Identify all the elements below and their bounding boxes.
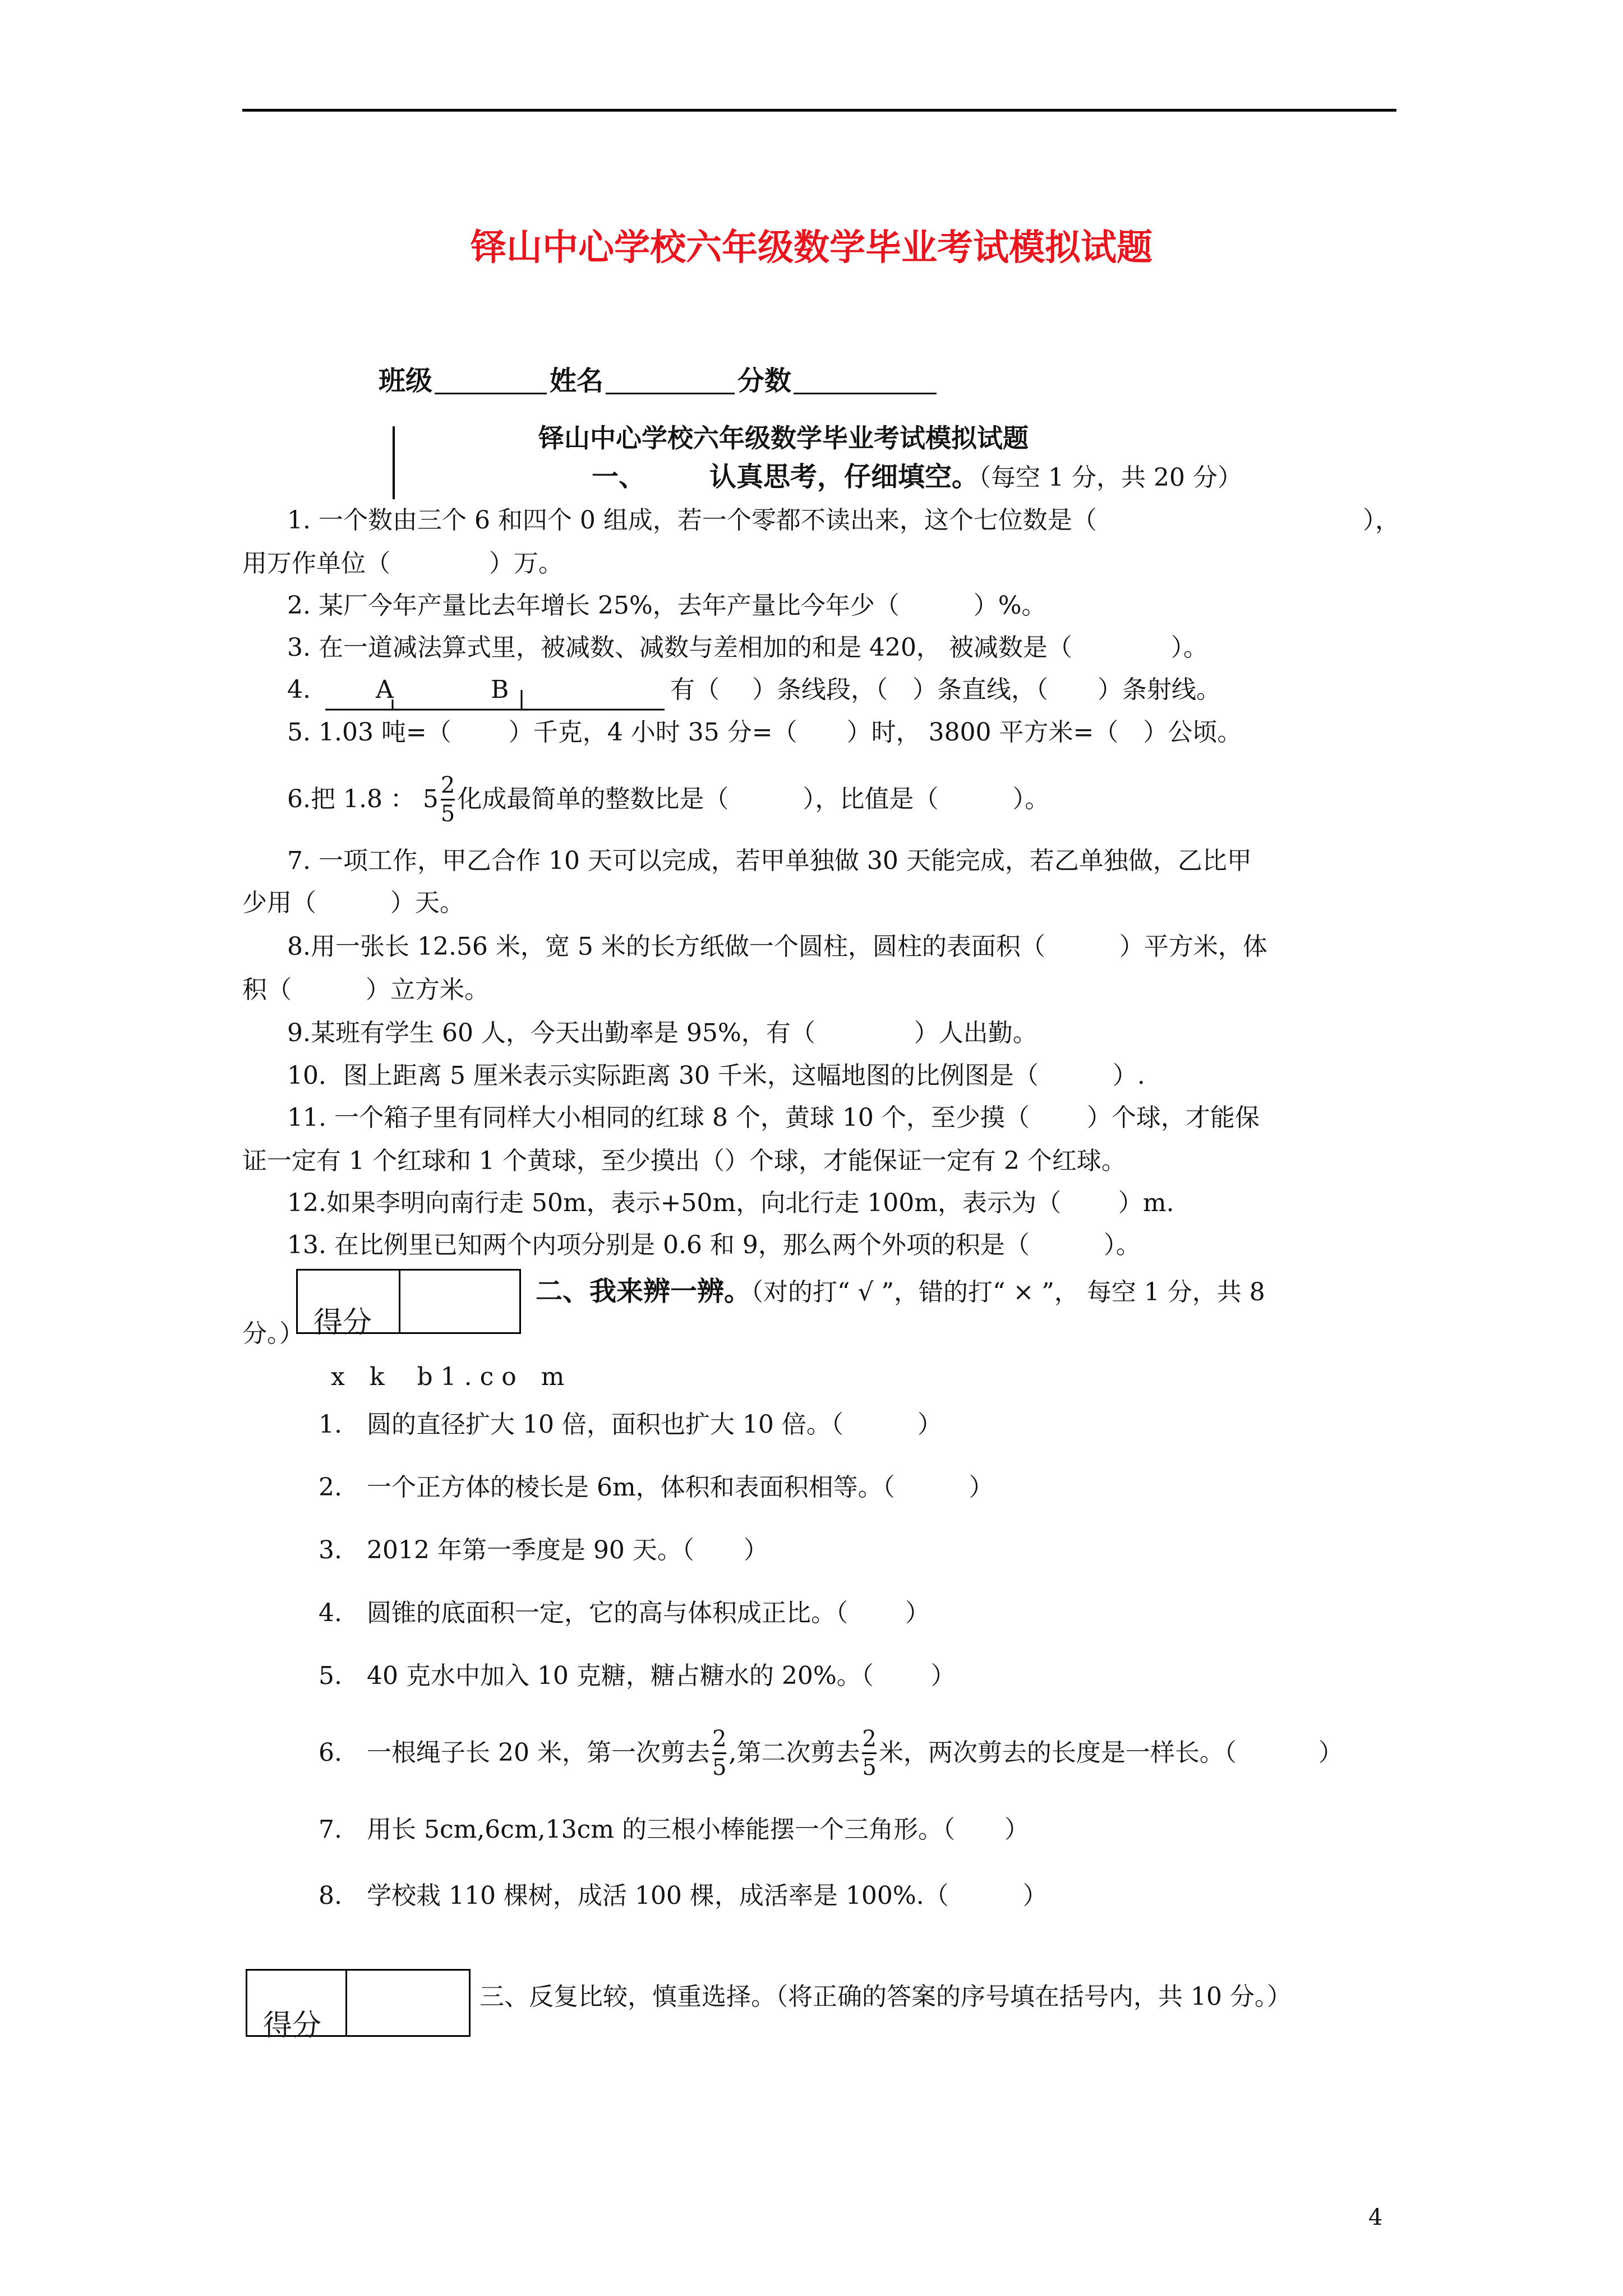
judge-item-4: 4. 圆锥的底面积一定，它的高与体积成正比。（ ）: [319, 1599, 930, 1627]
section2-note: （对的打“ √ ”，错的打“ × ”， 每空 1 分，共 8: [751, 1278, 1265, 1306]
judge-item-1: 1. 圆的直径扩大 10 倍，面积也扩大 10 倍。（ ）: [319, 1410, 942, 1439]
question-7-line-2: 少用（ ）天。: [242, 889, 464, 917]
question-7-line-1: 7. 一项工作，甲乙合作 10 天可以完成，若甲单独做 30 天能完成，若乙单独做，乙比甲: [287, 846, 1252, 875]
judge-item-7: 7. 用长 5cm,6cm,13cm 的三根小棒能摆一个三角形。（ ）: [319, 1815, 1029, 1844]
question-4-number: 4.: [287, 675, 311, 704]
margin-bar: [393, 426, 395, 499]
line-diagram: [325, 682, 673, 715]
point-b-label: B: [491, 675, 509, 704]
question-8-line-2: 积（ ）立方米。: [242, 976, 489, 1004]
question-4-text: 有（ ）条线段，（ ）条直线，（ ）条射线。: [670, 675, 1221, 704]
question-8-line-1: 8.用一张长 12.56 米，宽 5 米的长方纸做一个圆柱，圆柱的表面积（ ）平方米，体: [287, 932, 1267, 961]
question-13: 13. 在比例里已知两个内项分别是 0.6 和 9，那么两个外项的积是（ ）。: [287, 1231, 1141, 1259]
section1-number: 一、: [592, 461, 646, 493]
question-3: 3. 在一道减法算式里，被减数、减数与差相加的和是 420， 被减数是（ ）。: [287, 633, 1208, 662]
class-label: 班级: [379, 365, 433, 397]
judge-item-3: 3. 2012 年第一季度是 90 天。（ ）: [319, 1536, 768, 1565]
fraction-second-cut: $\frac{2}{5}$: [862, 1726, 877, 1780]
question-9: 9.某班有学生 60 人，今天出勤率是 95%，有（ ）人出勤。: [287, 1019, 1038, 1047]
subtitle: 铎山中心学校六年级数学毕业考试模拟试题: [538, 423, 1029, 453]
question-1-line-1-end: ），: [1363, 506, 1400, 535]
name-label: 姓名: [550, 365, 604, 397]
question-11-line-2: 证一定有 1 个红球和 1 个黄球，至少摸出（）个球，才能保证一定有 2 个红球。: [242, 1147, 1126, 1175]
section1-note: （每空 1 分，共 20 分）: [979, 463, 1242, 492]
fraction-first-cut: $\frac{2}{5}$: [712, 1726, 727, 1780]
section1-heading: 认真思考，仔细填空。（每空 1 分，共 20 分）: [709, 461, 1242, 493]
question-2: 2. 某厂今年产量比去年增长 25%，去年产量比今年少（ ）%。: [287, 591, 1046, 620]
point-a-label: A: [376, 675, 394, 704]
judge-item-5: 5. 40 克水中加入 10 克糖，糖占糖水的 20%。（ ）: [319, 1662, 956, 1690]
score-box-label: 得分: [313, 1306, 372, 1340]
top-rule: [242, 109, 1396, 112]
section2-heading: 二、我来辨一辨。（对的打“ √ ”，错的打“ × ”， 每空 1 分，共 8: [536, 1276, 1265, 1307]
page-number: 4: [1368, 2205, 1383, 2230]
class-field[interactable]: [435, 393, 547, 394]
score-box-label: 得分: [263, 2009, 322, 2042]
score-field[interactable]: [794, 393, 937, 394]
section3-heading: 三、反复比较，慎重选择。（将正确的答案的序号填在括号内，共 10 分。）: [479, 1982, 1292, 2011]
fraction-2-5: $\frac{2}{5}$: [440, 772, 455, 827]
judge-item-8: 8. 学校栽 110 棵树，成活 100 棵，成活率是 100%.（ ）: [319, 1881, 1048, 1910]
question-6: 6.把 1.8 ： 5 $\frac{2}{5}$ 化成最简单的整数比是（ ），比值是（ ）。: [287, 772, 1050, 827]
score-box-section3: [246, 1969, 471, 2042]
page-title: 铎山中心学校六年级数学毕业考试模拟试题: [471, 227, 1152, 269]
watermark-text: x k b 1 . c o m: [331, 1363, 565, 1391]
question-1-line-2: 用万作单位（ ）万。: [242, 549, 563, 578]
score-label: 分数: [737, 365, 792, 397]
question-5: 5. 1.03 吨=（ ）千克，4 小时 35 分=（ ）时， 3800 平方米=（ ）公顷。: [287, 718, 1242, 747]
question-11-line-1: 11. 一个箱子里有同样大小相同的红球 8 个，黄球 10 个，至少摸（ ）个球，才能保: [287, 1103, 1260, 1132]
judge-item-6: 6. 一根绳子长 20 米，第一次剪去 $\frac{2}{5}$ ,第二次剪去 $\frac{2}{5}$ 米，两次剪去的长度是一样长。（ ）: [319, 1726, 1343, 1780]
question-1-line-1: 1. 一个数由三个 6 和四个 0 组成，若一个零都不读出来，这个七位数是（: [287, 506, 1097, 535]
score-box-section2: [296, 1269, 521, 1340]
section2-note-end: 分。）: [242, 1319, 304, 1348]
name-field[interactable]: [606, 393, 735, 394]
judge-item-2: 2. 一个正方体的棱长是 6m，体积和表面积相等。（ ）: [319, 1473, 994, 1502]
question-12: 12.如果李明向南行走 50m，表示+50m，向北行走 100m，表示为（ ）m.: [287, 1189, 1174, 1217]
question-10: 10．图上距离 5 厘米表示实际距离 30 千米，这幅地图的比例图是（ ）.: [287, 1061, 1145, 1090]
